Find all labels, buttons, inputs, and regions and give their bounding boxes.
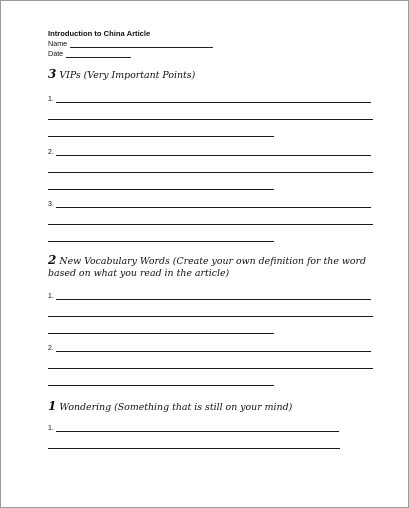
section-vocab-label-line1: New Vocabulary Words (Create your own definition for the word [59,256,367,267]
date-field-line[interactable] [66,57,131,58]
vip-1-line-3[interactable] [48,136,274,137]
wonder-1-line-2[interactable] [48,448,340,449]
worksheet-title: Introduction to China Article [48,29,151,38]
vip-3-line-2[interactable] [48,224,373,225]
vocab-item-number: 2. [48,345,54,352]
section-wondering-heading [48,400,292,414]
wonder-1-line-1[interactable] [56,431,339,432]
vip-item-number: 2. [48,149,54,156]
vip-2-line-1[interactable] [56,155,371,156]
section-vocab-heading-cont [48,267,229,280]
section-vocab-count: 2 [48,253,57,267]
vip-1-line-2[interactable] [48,119,373,120]
vocab-2-line-3[interactable] [48,385,274,386]
vip-3-line-3[interactable] [48,241,274,242]
section-wondering-label: Wondering (Something that is still on your mind) [59,402,293,413]
section-vips-heading [48,68,195,82]
vip-1-line-1[interactable] [56,102,371,103]
section-vips-label: VIPs (Very Important Points) [59,70,196,81]
vocab-1-line-2[interactable] [48,316,373,317]
vip-2-line-3[interactable] [48,189,274,190]
vip-item-number: 3. [48,201,54,208]
name-label: Name [48,39,68,48]
date-label: Date [48,49,64,58]
name-field-line[interactable] [70,47,213,48]
section-vocab-heading [48,254,366,268]
section-vocab-label-line2: based on what you read in the article) [48,268,230,279]
vocab-1-line-1[interactable] [56,299,371,300]
vip-item-number: 1. [48,96,54,103]
vocab-2-line-2[interactable] [48,368,373,369]
vip-2-line-2[interactable] [48,172,373,173]
section-wondering-count: 1 [48,399,57,413]
section-vips-count: 3 [48,67,57,81]
vip-3-line-1[interactable] [56,207,371,208]
vocab-2-line-1[interactable] [56,351,371,352]
wonder-item-number: 1. [48,425,54,432]
vocab-item-number: 1. [48,293,54,300]
vocab-1-line-3[interactable] [48,333,274,334]
